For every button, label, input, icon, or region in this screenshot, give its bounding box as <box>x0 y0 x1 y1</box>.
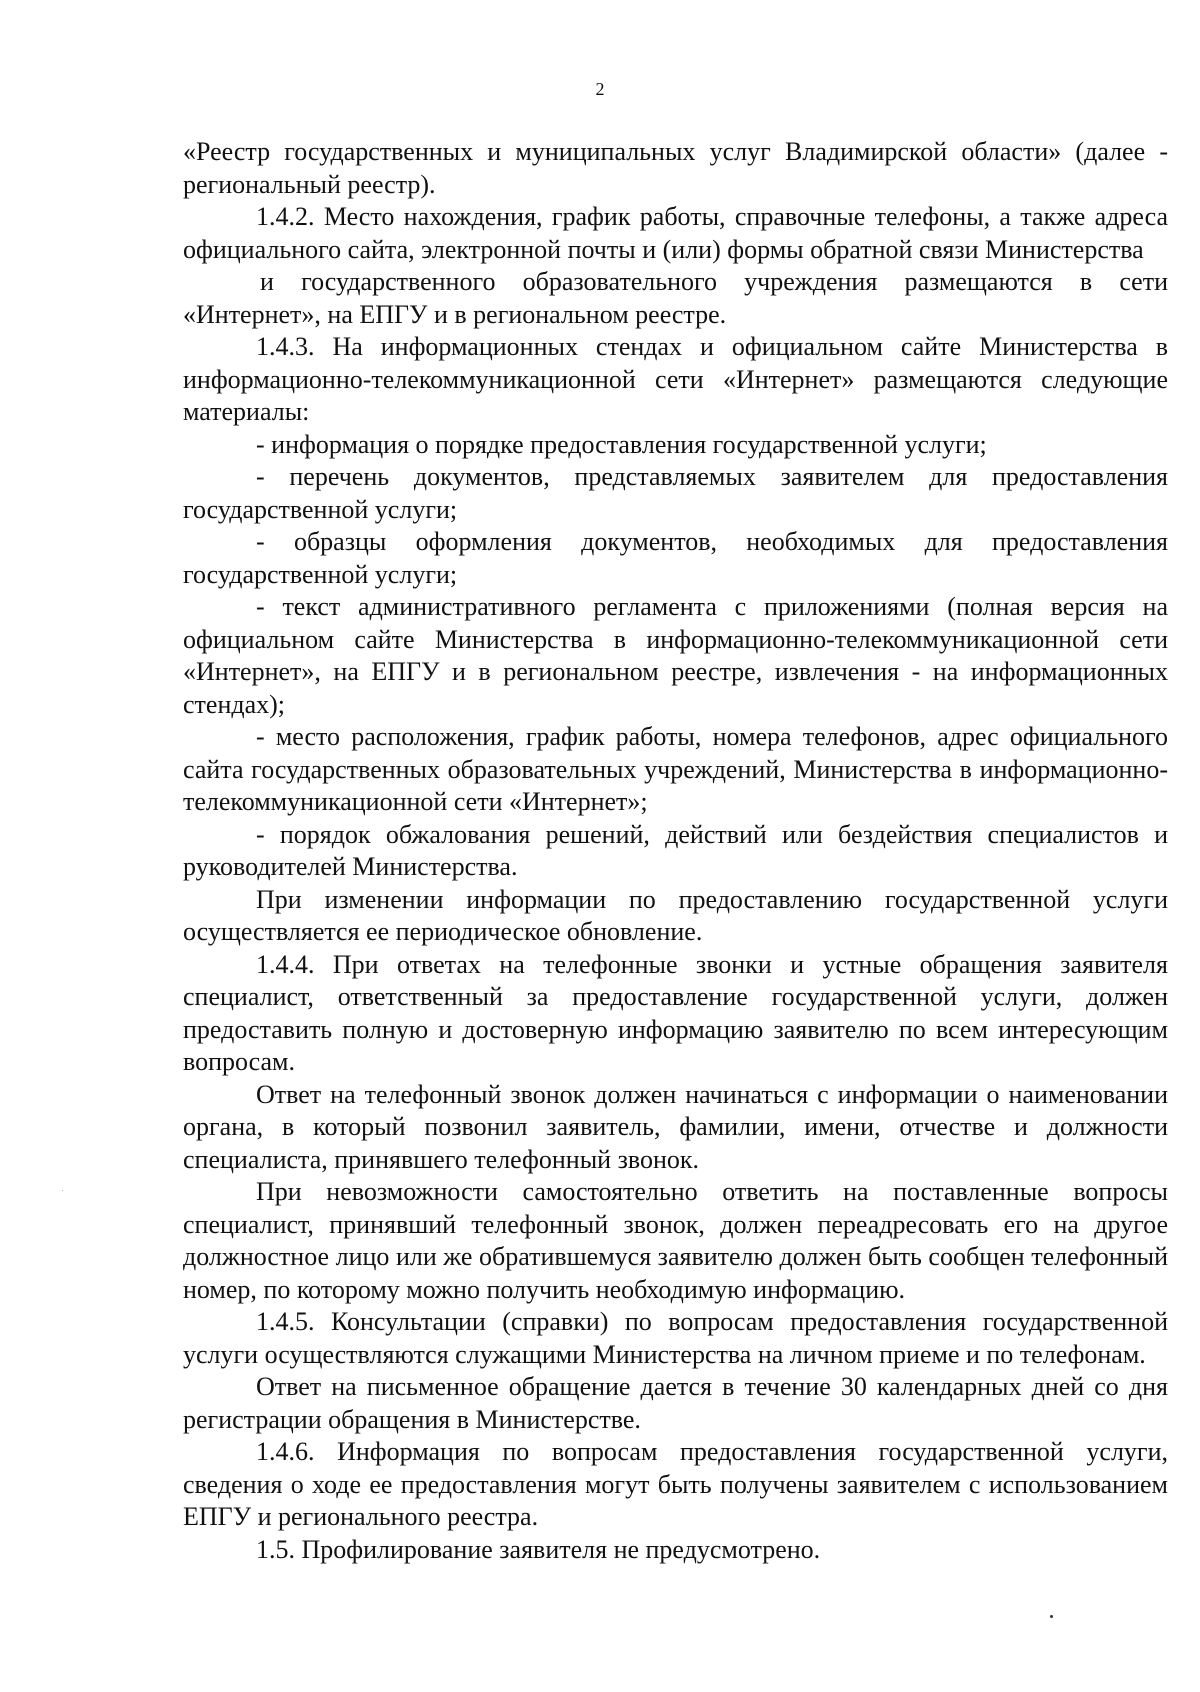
paragraph-1-4-5: 1.4.5. Консультации (справки) по вопросам предоставления государственной услуги осуществляются служащими Министерства на личном приеме и по телефонам. <box>183 1307 1168 1369</box>
paragraph-written-response: Ответ на письменное обращение дается в течение 30 календарных дней со дня регистрации обращения в Министерстве. <box>183 1372 1168 1434</box>
list-item-service-procedure: - информация о порядке предоставления государственной услуги; <box>256 429 987 459</box>
page-number: 2 <box>595 79 605 99</box>
paragraph-call-redirect: При невозможности самостоятельно ответить на поставленные вопросы специалист, принявший телефонный звонок, должен переадресовать его на другое должностное лицо или же обратившемуся заявителю должен быть сообщен телефонный номер, по которому можно получить необходимую информацию. <box>183 1177 1168 1304</box>
paragraph-registry-definition: «Реестр государственных и муниципальных услуг Владимирской области» (далее - региональный реестр). <box>183 137 1168 199</box>
paragraph-phone-answer: Ответ на телефонный звонок должен начинаться с информации о наименовании органа, в который позвонил заявитель, фамилии, имени, отчестве и должности специалиста, принявшего телефонный звонок. <box>183 1079 1168 1174</box>
list-item-documents: - перечень документов, представляемых заявителем для предоставления государственной услуги; <box>183 462 1168 524</box>
paragraph-1-4-2: 1.4.2. Место нахождения, график работы, справочные телефоны, а также адреса официального сайта, электронной почты и (или) формы обратной связи Министерства <box>183 202 1168 264</box>
list-item-appeal-procedure: - порядок обжалования решений, действий или бездействия специалистов и руководителей Министерства. <box>183 819 1168 881</box>
paragraph-1-4-2-continuation: и государственного образовательного учреждения размещаются в сети «Интернет», на ЕПГУ и в региональном реестре. <box>183 267 1168 329</box>
paragraph-1-4-3: 1.4.3. На информационных стендах и официальном сайте Министерства в информационно-телекоммуникационной сети «Интернет» размещаются следующие материалы: <box>183 332 1168 426</box>
list-item-document-samples: - образцы оформления документов, необходимых для предоставления государственной услуги; <box>183 527 1168 589</box>
paragraph-1-4-4: 1.4.4. При ответах на телефонные звонки и устные обращения заявителя специалист, ответственный за предоставление государственной услуги, должен предоставить полную и достоверную информацию заявителю по всем интересующим вопросам. <box>183 949 1168 1076</box>
document-body <box>183 136 1168 1566</box>
list-item-location-schedule: - место расположения, график работы, номера телефонов, адрес официального сайта государственных образовательных учреждений, Министерства в информационно-телекоммуникационной сети «Интернет»; <box>183 722 1168 816</box>
paragraph-periodic-update: При изменении информации по предоставлению государственной услуги осуществляется ее периодическое обновление. <box>183 884 1168 946</box>
scan-speck <box>62 1190 63 1191</box>
list-item-regulation-text: - текст административного регламента с приложениями (полная версия на официальном сайте Министерства в информационно-телекоммуникационной сети «Интернет», на ЕПГУ и в региональном реестре, извлечения - на информационных стендах); <box>183 592 1168 719</box>
paragraph-1-4-6: 1.4.6. Информация по вопросам предоставления государственной услуги, сведения о ходе ее предоставления могут быть получены заявителем с использованием ЕПГУ и регионального реестра. <box>183 1437 1168 1531</box>
scan-speck <box>1050 1615 1053 1618</box>
paragraph-1-5: 1.5. Профилирование заявителя не предусмотрено. <box>256 1534 821 1564</box>
